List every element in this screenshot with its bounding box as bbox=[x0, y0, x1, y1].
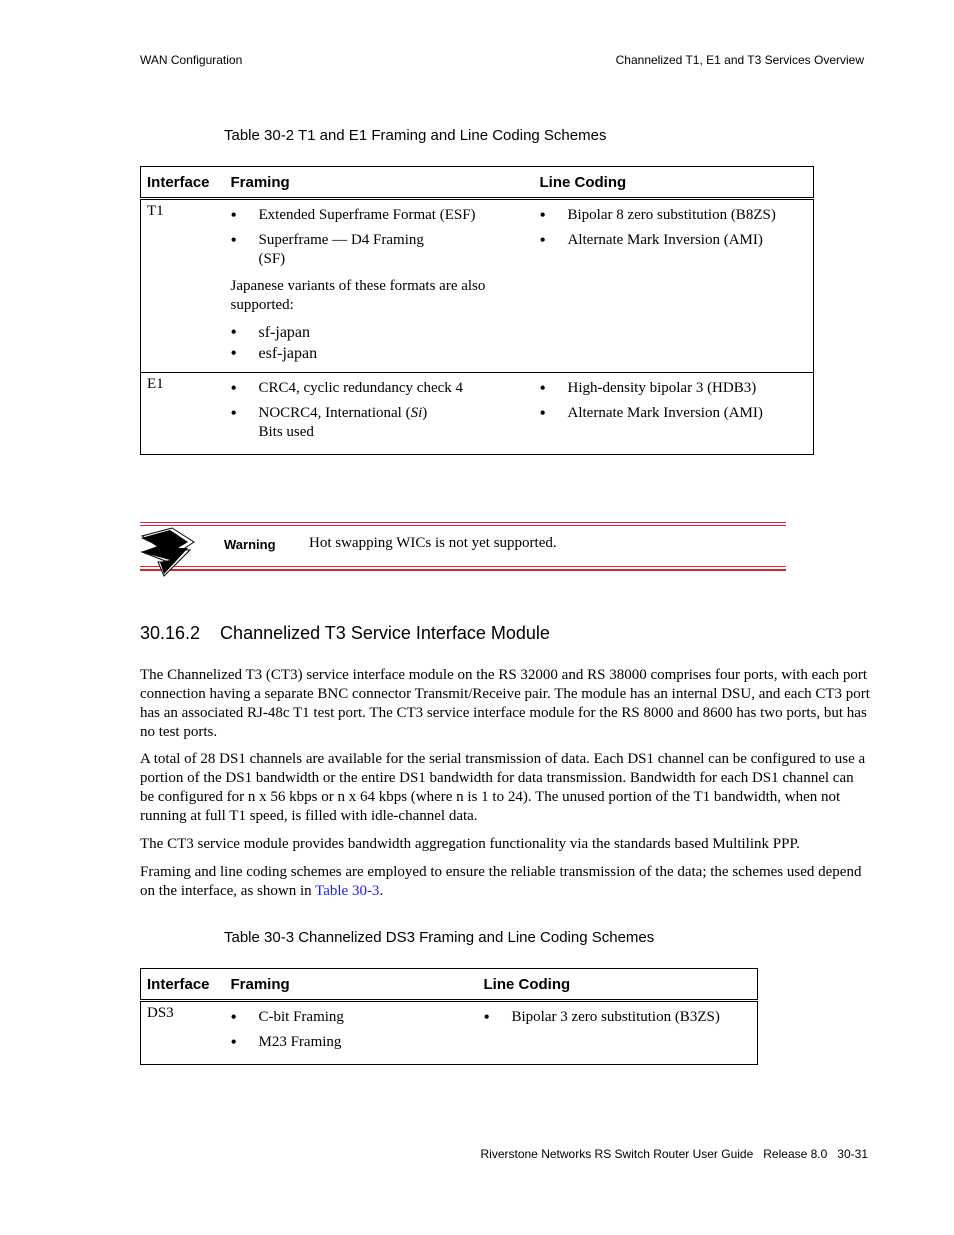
paragraph-text: . bbox=[379, 883, 384, 899]
framing-cell bbox=[225, 373, 534, 455]
italic-text: Si bbox=[410, 405, 423, 421]
warning-rule-bottom-2 bbox=[140, 569, 786, 571]
column-header-framing: Framing bbox=[225, 167, 534, 199]
list-item: • High-density bipolar 3 (HDB3) bbox=[540, 379, 808, 398]
list-item: • M23 Framing bbox=[231, 1033, 472, 1052]
list-item: • sf-japan bbox=[231, 323, 528, 342]
list-item: • Alternate Mark Inversion (AMI) bbox=[540, 404, 808, 423]
list-item: • Alternate Mark Inversion (AMI) bbox=[540, 231, 808, 250]
interface-cell: E1 bbox=[141, 373, 225, 455]
warning-rule-bottom bbox=[140, 566, 786, 567]
list-item: • esf-japan bbox=[231, 344, 528, 363]
list-item: • Extended Superframe Format (ESF) bbox=[231, 206, 528, 225]
line-coding-cell bbox=[534, 199, 814, 373]
interface-cell: DS3 bbox=[147, 1005, 174, 1021]
framing-table-ds3 bbox=[140, 968, 758, 1065]
paragraph-text: Framing and line coding schemes are employed to ensure the reliable transmission of the data; the schemes used depend on the interface, as shown in bbox=[140, 864, 862, 899]
list-item: • CRC4, cyclic redundancy check 4 bbox=[231, 379, 528, 398]
list-item: • Bipolar 3 zero substitution (B3ZS) bbox=[484, 1008, 752, 1027]
text-part: NOCRC4, International ( bbox=[258, 405, 411, 421]
list-item: • Bipolar 8 zero substitution (B8ZS) bbox=[540, 206, 808, 225]
column-header-interface: Interface bbox=[141, 969, 225, 1001]
column-header-interface: Interface bbox=[141, 167, 225, 199]
framing-cell bbox=[225, 1001, 478, 1065]
table-caption: Table 30-2 T1 and E1 Framing and Line Coding Schemes bbox=[224, 127, 607, 144]
body-paragraph: A total of 28 DS1 channels are available for the serial transmission of data. Each DS1 channel can be configured to use a portion of the DS1 bandwidth or the entire DS1 bandwidth for data transmission. Bandwidth for each DS1 channel can be configured for n x 56 kbps or n x 64 kbps (where n is 1 to 24). The unused portion of the T1 bandwidth, when not running at full T1 speed, is filled with idle-channel data. bbox=[140, 751, 866, 824]
text-part: ) Bits used bbox=[258, 405, 428, 440]
running-header-left: WAN Configuration bbox=[140, 53, 243, 67]
body-paragraph bbox=[140, 863, 870, 901]
line-coding-cell bbox=[534, 373, 814, 455]
warning-lightning-icon bbox=[138, 526, 198, 578]
framing-table-t1-e1 bbox=[140, 166, 814, 455]
list-item bbox=[231, 404, 449, 442]
list-item: • Superframe — D4 Framing (SF) bbox=[231, 231, 439, 269]
table-row bbox=[141, 373, 814, 455]
line-coding-cell bbox=[478, 1001, 758, 1065]
framing-cell bbox=[225, 199, 534, 373]
warning-text: Hot swapping WICs is not yet supported. bbox=[309, 535, 557, 551]
warning-label: Warning bbox=[224, 537, 276, 552]
column-header-line-coding: Line Coding bbox=[534, 167, 814, 199]
running-footer: Riverstone Networks RS Switch Router User Guide Release 8.0 30-31 bbox=[480, 1147, 868, 1161]
body-paragraph: The Channelized T3 (CT3) service interface module on the RS 32000 and RS 38000 comprises four ports, with each port connection having a separate BNC connector Transmit/Receive pair. The module has an internal DSU, and each CT3 port has an associated RJ-48c T1 test port. The CT3 service interface module for the RS 8000 and 8600 has two ports, but has no test ports. bbox=[140, 667, 870, 740]
column-header-line-coding: Line Coding bbox=[478, 969, 758, 1001]
column-header-framing: Framing bbox=[225, 969, 478, 1001]
warning-rule-top-2 bbox=[140, 525, 786, 526]
body-paragraph: The CT3 service module provides bandwidth aggregation functionality via the standards based Multilink PPP. bbox=[140, 836, 800, 852]
interface-cell: T1 bbox=[147, 203, 164, 219]
table-row bbox=[141, 199, 814, 373]
table-row bbox=[141, 1001, 758, 1065]
note-text: Japanese variants of these formats are also supported: bbox=[230, 278, 486, 313]
table-caption: Table 30-3 Channelized DS3 Framing and Line Coding Schemes bbox=[224, 929, 655, 946]
list-item: • C-bit Framing bbox=[231, 1008, 472, 1027]
table-30-3-link[interactable]: Table 30-3 bbox=[315, 883, 380, 899]
section-heading: 30.16.2 Channelized T3 Service Interface Module bbox=[140, 623, 550, 643]
running-header-right: Channelized T1, E1 and T3 Services Overview bbox=[615, 53, 864, 67]
warning-rule-top bbox=[140, 522, 786, 523]
